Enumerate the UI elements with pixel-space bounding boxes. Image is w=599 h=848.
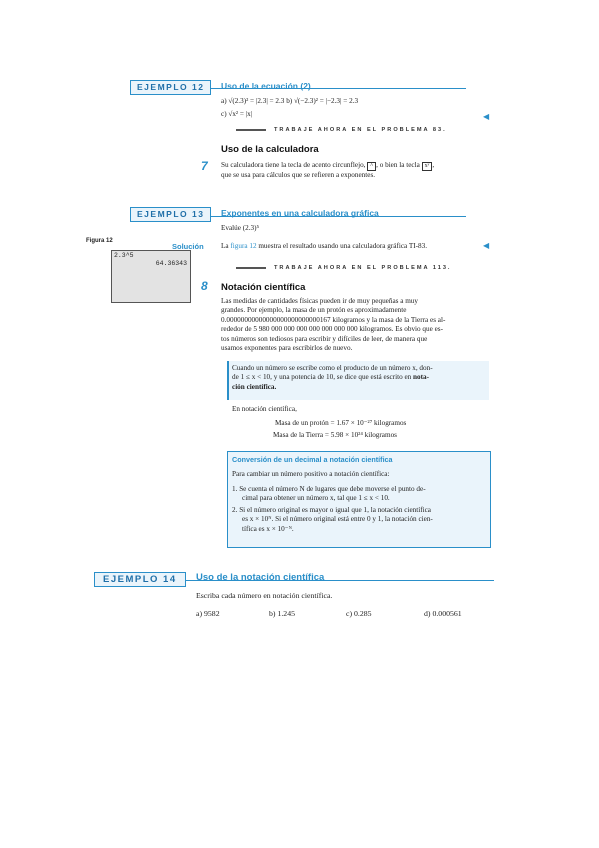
conversion-item2 (232, 506, 433, 534)
calc-text-3: , (432, 161, 435, 169)
sol-text-2: muestra el resultado usando una calculadora gráfica TI-83. (258, 242, 428, 250)
item-line: 1. Se cuenta el número N de lugares que debe moverse el punto de- (232, 485, 426, 493)
calc-text (221, 161, 481, 180)
item-line: 2. Si el número original es mayor o igual que 1, la notación científica (232, 506, 431, 514)
ej14-title: Uso de la notación científica (196, 572, 325, 583)
en-notacion: En notación científica, (232, 405, 297, 413)
ej13-practice-text: TRABAJE AHORA EN EL PROBLEMA 113. (274, 265, 452, 271)
para-line: Las medidas de cantidades físicas pueden ir de muy pequeñas a muy (221, 297, 418, 305)
sol-text-1: La (221, 242, 229, 250)
item-line: es x × 10ᴺ. Si el número original está entre 0 y 1, la notación cien- (242, 515, 433, 524)
para-line: 0.00000000000000000000000000167 kilogramos y la masa de la Tierra es al- (221, 315, 446, 324)
sol-text (221, 242, 427, 251)
calculator-screen (111, 250, 191, 303)
proton-mass: Masa de un protón = 1.67 × 10⁻²⁷ kilogramos (275, 419, 407, 427)
calc-number: 7 (201, 159, 208, 173)
screen-output: 64.36343 (155, 260, 187, 267)
item-line: cimal para obtener un número x, tal que 1 ≤ x < 10. (242, 494, 390, 503)
end-marker-icon: ◀ (483, 112, 490, 121)
ej14-c: c) 0.285 (346, 609, 372, 618)
def-line: ción científica. (232, 382, 277, 391)
end-marker-icon: ◀ (483, 241, 490, 250)
ej12-line-a: a) √(2.3)² = |2.3| = 2.3 b) √(−2.3)² = |−2.3| = 2.3 (221, 97, 359, 105)
ej12-line-c: c) √x² = |x| (221, 110, 253, 118)
ej14-d: d) 0.000561 (424, 609, 462, 618)
power-key-icon: xʸ (422, 162, 433, 171)
screen-input: 2.3^5 (114, 252, 134, 259)
conversion-intro: Para cambiar un número positivo a notación científica: (232, 470, 390, 478)
conversion-item1 (232, 485, 426, 504)
ej13-label: EJEMPLO 13 (130, 207, 211, 222)
practice-bar (236, 129, 266, 131)
calc-text-2: , o bien la tecla (376, 161, 420, 169)
notacion-paragraph (221, 297, 487, 353)
ej13-title: Exponentes en una calculadora gráfica (221, 208, 379, 218)
para-line: usamos exponentes para escribirlos de nuevo. (221, 344, 353, 353)
solucion-label: Solución (172, 242, 204, 251)
calc-text-1: Su calculadora tiene la tecla de acento circunflejo, (221, 161, 366, 169)
ej12-label: EJEMPLO 12 (130, 80, 211, 95)
notacion-heading: Notación científica (221, 282, 306, 293)
caret-key-icon: ^ (367, 162, 376, 171)
ej12-title: Uso de la ecuación (2) (221, 81, 311, 91)
calc-heading: Uso de la calculadora (221, 144, 319, 155)
def-line: Cuando un número se escribe como el producto de un número x, don- (232, 364, 433, 372)
ej12-practice (236, 127, 447, 133)
earth-mass: Masa de la Tierra = 5.98 × 10²⁴ kilogramos (273, 431, 397, 439)
ej14-a: a) 9582 (196, 609, 220, 618)
ej12-practice-text: TRABAJE AHORA EN EL PROBLEMA 83. (274, 127, 447, 133)
definition-text (232, 364, 486, 392)
calc-text-4: que se usa para cálculos que se refieren a exponentes. (221, 171, 376, 179)
para-line: grandes. Por ejemplo, la masa de un protón es aproximadamente (221, 306, 407, 315)
figure-link[interactable]: figura 12 (230, 242, 257, 250)
ej14-intro: Escriba cada número en notación científica. (196, 591, 333, 600)
practice-bar (236, 267, 266, 269)
ej14-b: b) 1.245 (269, 609, 295, 618)
ej13-practice (236, 265, 451, 271)
item-line: tífica es x × 10⁻ᴺ. (242, 524, 294, 533)
notacion-number: 8 (201, 279, 208, 293)
def-bold: nota- (413, 373, 430, 382)
figure-label: Figura 12 (86, 238, 113, 244)
para-line: tos números son tediosos para escribir y difíciles de leer, de manera que (221, 334, 428, 343)
conversion-title: Conversión de un decimal a notación científica (232, 455, 393, 464)
ej13-evalue: Evalúe (2.3)⁵ (221, 224, 260, 232)
ej14-label: EJEMPLO 14 (94, 572, 186, 587)
para-line: rededor de 5 980 000 000 000 000 000 000 000 kilogramos. Es obvio que es- (221, 325, 443, 334)
def-line: de 1 ≤ x < 10, y una potencia de 10, se dice que está escrito en (232, 373, 412, 382)
